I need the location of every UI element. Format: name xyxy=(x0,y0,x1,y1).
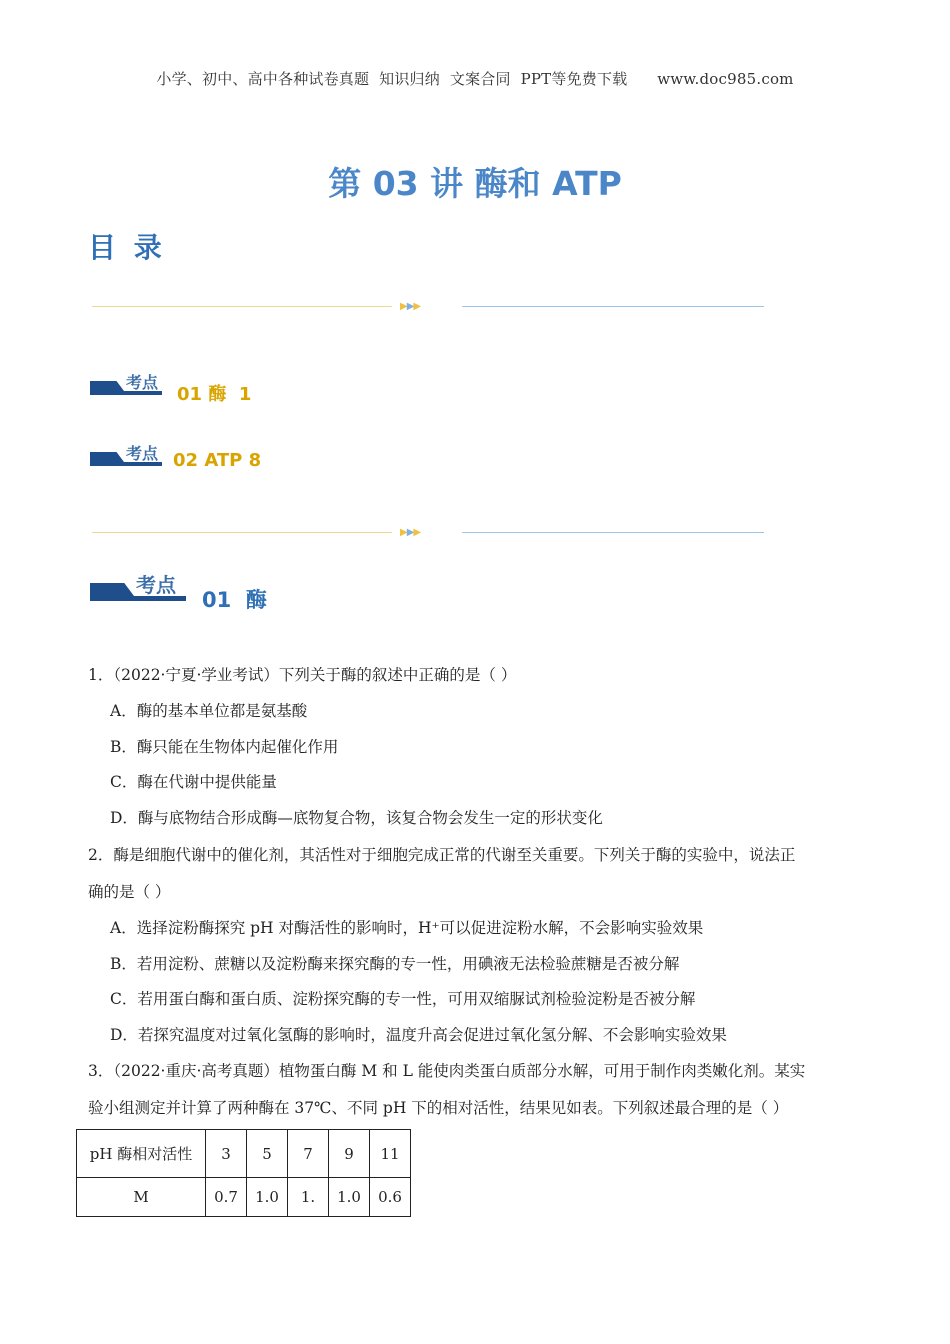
kaodian-badge xyxy=(90,444,166,468)
question-2-option-c: C．若用蛋白酶和蛋白质、淀粉探究酶的专一性，可用双缩脲试剂检验淀粉是否被分解 xyxy=(110,990,696,1008)
question-1-stem: 1．（2022·宁夏·学业考试）下列关于酶的叙述中正确的是（ ） xyxy=(88,666,517,684)
table-header-row xyxy=(77,1130,411,1178)
question-1-option-c: C．酶在代谢中提供能量 xyxy=(110,773,277,791)
badge-label: 考点 xyxy=(126,444,159,463)
table-header-cell: 7 xyxy=(288,1130,329,1178)
kaodian-badge-large xyxy=(90,573,188,603)
toc-heading: 目 录 xyxy=(88,231,166,264)
triple-arrow-icon: ▶▶▶ xyxy=(400,301,421,312)
badge-label: 考点 xyxy=(136,573,176,597)
question-2-option-b: B．若用淀粉、蔗糖以及淀粉酶来探究酶的专一性，用碘液无法检验蔗糖是否被分解 xyxy=(110,955,680,973)
table-header-cell: 11 xyxy=(370,1130,411,1178)
table-header-cell: 5 xyxy=(247,1130,288,1178)
divider-top xyxy=(92,301,764,313)
table-cell: M xyxy=(77,1178,206,1217)
table-cell: 0.6 xyxy=(370,1178,411,1217)
table-row xyxy=(77,1178,411,1217)
table-cell: 0.7 xyxy=(206,1178,247,1217)
ph-activity-table xyxy=(76,1129,411,1217)
table-header-cell: pH 酶相对活性 xyxy=(77,1130,206,1178)
table-cell: 1. xyxy=(288,1178,329,1217)
kaodian-badge xyxy=(90,373,166,397)
page-header: 小学、初中、高中各种试卷真题 知识归纳 文案合同 PPT等免费下载 www.doc985.com xyxy=(156,70,794,88)
question-1-option-a: A．酶的基本单位都是氨基酸 xyxy=(110,702,308,720)
toc-entry-atp[interactable]: 02 ATP 8 xyxy=(173,450,262,471)
question-2-stem-line-2: 确的是（ ） xyxy=(88,883,171,901)
document-title: 第 03 讲 酶和 ATP xyxy=(328,164,622,203)
table-cell: 1.0 xyxy=(247,1178,288,1217)
toc-entry-enzyme[interactable]: 01 酶 1 xyxy=(177,384,252,405)
question-3-stem-line-1: 3．（2022·重庆·高考真题）植物蛋白酶 M 和 L 能使肉类蛋白质部分水解，可用于制作肉类嫩化剂。某实 xyxy=(88,1062,806,1080)
section-title: 01 酶 xyxy=(202,588,267,612)
question-3-stem-line-2: 验小组测定并计算了两种酶在 37℃、不同 pH 下的相对活性，结果见如表。下列叙述最合理的是（ ） xyxy=(88,1099,789,1117)
question-2-stem-line-1: 2．酶是细胞代谢中的催化剂，其活性对于细胞完成正常的代谢至关重要。下列关于酶的实验中，说法正 xyxy=(88,846,796,864)
table-header-cell: 3 xyxy=(206,1130,247,1178)
triple-arrow-icon: ▶▶▶ xyxy=(400,527,421,538)
divider-bottom xyxy=(92,527,764,539)
table-header-cell: 9 xyxy=(329,1130,370,1178)
badge-label: 考点 xyxy=(126,373,159,392)
question-1-option-b: B．酶只能在生物体内起催化作用 xyxy=(110,738,339,756)
table-cell: 1.0 xyxy=(329,1178,370,1217)
question-1-option-d: D．酶与底物结合形成酶—底物复合物，该复合物会发生一定的形状变化 xyxy=(110,809,603,827)
question-2-option-d: D．若探究温度对过氧化氢酶的影响时，温度升高会促进过氧化氢分解、不会影响实验效果 xyxy=(110,1026,727,1044)
question-2-option-a: A．选择淀粉酶探究 pH 对酶活性的影响时，H⁺可以促进淀粉水解，不会影响实验效果 xyxy=(110,919,704,937)
